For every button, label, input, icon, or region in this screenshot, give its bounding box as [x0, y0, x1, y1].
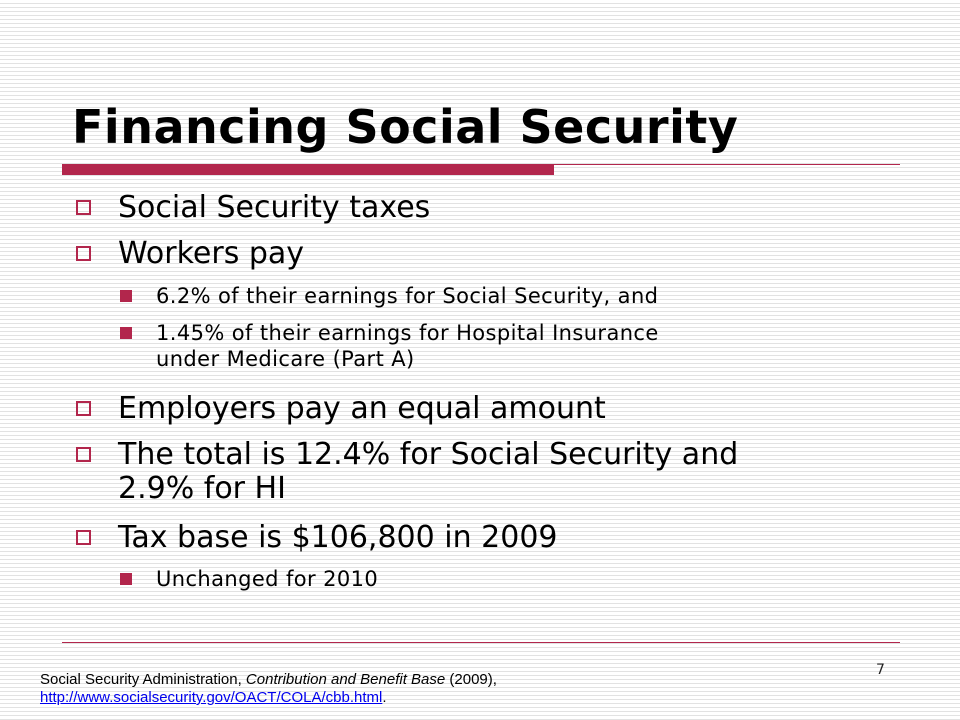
source-footnote: [40, 671, 497, 707]
bullet-total-rate: [118, 438, 738, 506]
footnote-prefix: Social Security Administration,: [40, 671, 246, 688]
hollow-square-bullet-icon: [76, 401, 91, 416]
bullet-tax-base: [118, 521, 558, 555]
bullet-social-security-taxes: [118, 191, 430, 225]
filled-square-bullet-icon: [120, 290, 132, 302]
slide-title: Financing Social Security: [72, 100, 739, 154]
hollow-square-bullet-icon: [76, 447, 91, 462]
sub-bullet-text: Unchanged for 2010: [156, 567, 379, 591]
footnote-suffix: (2009),: [445, 671, 497, 688]
bullet-text: Employers pay an equal amount: [118, 391, 606, 426]
bullet-text: Tax base is $106,800 in 2009: [118, 520, 558, 555]
bullet-text: Social Security taxes: [118, 190, 431, 225]
footer-rule: [62, 642, 900, 643]
footnote-source-link[interactable]: http://www.socialsecurity.gov/OACT/COLA/cbb.html: [40, 689, 383, 706]
bullet-workers-pay: [118, 237, 304, 271]
sub-bullet-hospital-insurance-rate: [156, 320, 659, 372]
hollow-square-bullet-icon: [76, 530, 91, 545]
sub-bullet-text-line-2: under Medicare (Part A): [156, 347, 415, 371]
bullet-text-line-2: 2.9% for HI: [118, 471, 286, 506]
sub-bullet-text: 6.2% of their earnings for Social Security, and: [156, 284, 659, 308]
filled-square-bullet-icon: [120, 573, 132, 585]
footnote-trailing: .: [382, 689, 387, 706]
bullet-text: Workers pay: [118, 236, 305, 271]
bullet-employers-pay: [118, 392, 606, 426]
hollow-square-bullet-icon: [76, 200, 91, 215]
hollow-square-bullet-icon: [76, 246, 91, 261]
sub-bullet-text-line-1: 1.45% of their earnings for Hospital Insurance: [156, 321, 659, 345]
page-number: 7: [876, 662, 885, 678]
sub-bullet-social-security-rate: [156, 283, 658, 309]
footnote-source-title: Contribution and Benefit Base: [245, 671, 446, 688]
filled-square-bullet-icon: [120, 327, 132, 339]
sub-bullet-unchanged-2010: [156, 566, 378, 592]
bullet-text-line-1: The total is 12.4% for Social Security and: [118, 437, 739, 472]
